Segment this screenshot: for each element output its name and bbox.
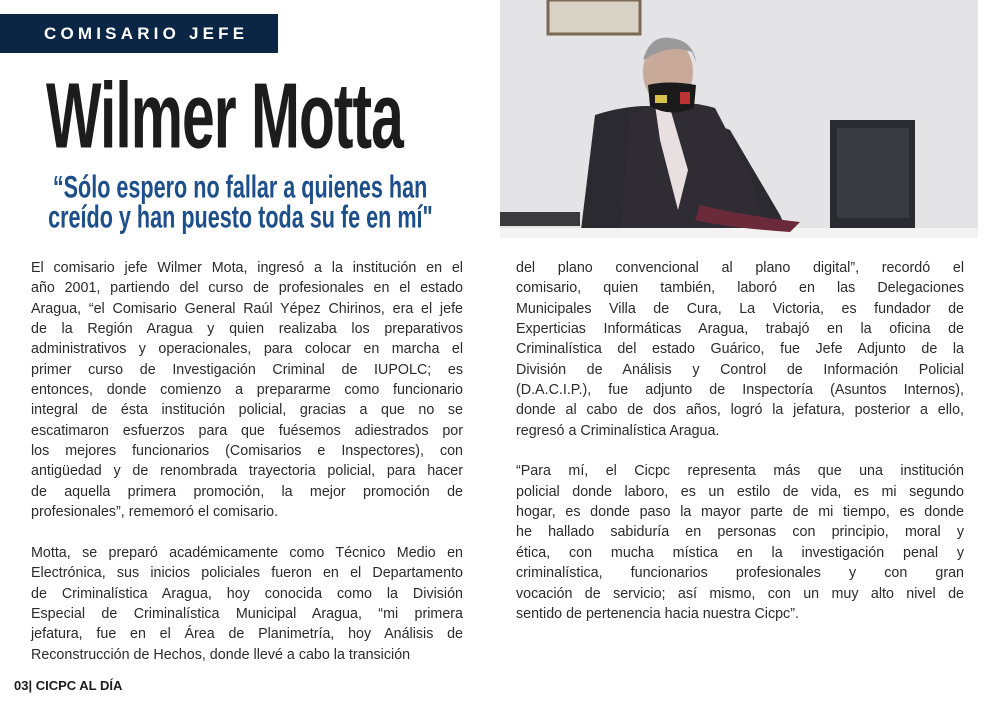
text-line: donde al cabo de dos años, logró la jefatura, posterior a ello, xyxy=(516,402,964,419)
text-line: de Criminalística Aragua, hoy conocida como la División xyxy=(31,585,463,602)
text-line: Especial de Criminalística Municipal Aragua, “mi primera xyxy=(31,605,463,622)
text-line: profesionales”, rememoró el comisario. xyxy=(31,504,279,521)
pull-quote-line: “Sólo espero no fallar a quienes han xyxy=(52,169,428,205)
section-label: COMISARIO JEFE xyxy=(44,24,249,43)
text-line: vocación de servicio; así mismo, con un muy alto nivel de xyxy=(516,585,964,602)
text-line: administrativos y operacionales, para colocar en marcha el xyxy=(31,341,463,358)
text-line: del plano convencional al plano digital”, recordó el xyxy=(516,260,964,276)
paragraph xyxy=(516,258,964,441)
text-line: regresó a Criminalística Aragua. xyxy=(516,422,720,439)
article-title: Wilmer Motta xyxy=(46,63,403,168)
right-column-text xyxy=(516,258,964,645)
text-line: Motta, se preparó académicamente como Técnico Medio en xyxy=(31,544,463,561)
section-banner xyxy=(0,14,278,53)
paragraph xyxy=(516,461,964,624)
pull-quote-line: creído y han puesto toda su fe en mí" xyxy=(48,199,433,235)
text-line: escatimaron esfuerzos para que fuésemos adiestrados por xyxy=(31,422,463,439)
text-line: jefatura, fue en el Área de Planimetría, hoy Análisis de xyxy=(31,626,463,643)
text-line: criminalística, funcionarios profesionales y con gran xyxy=(516,565,964,582)
text-line: los mejores funcionarios (Comisarios e Inspectores), con xyxy=(31,443,463,460)
text-line: integral de ésta institución policial, gracias a que no se xyxy=(31,402,463,419)
text-line: antigüedad y de renombrada trayectoria policial, para hacer xyxy=(31,463,463,480)
text-line: policial donde laboro, es un estilo de vida, es mi segundo xyxy=(516,483,964,500)
text-line: Criminalística del estado Guárico, fue Jefe Adjunto de la xyxy=(516,341,964,358)
text-line: División de Análisis y Control de Información Policial xyxy=(516,361,964,378)
text-line: de aquella primera promoción, la mejor promoción de xyxy=(31,483,463,500)
text-line: entonces, donde comienzo a prepararme como funcionario xyxy=(31,382,463,399)
text-line: primer curso de Investigación Criminal de IUPOLC; es xyxy=(31,361,463,378)
text-line: sentido de pertenencia hacia nuestra Cicpc”. xyxy=(516,605,799,622)
text-line: ética, con mucha mística en la investigación penal y xyxy=(516,544,964,561)
text-line: (D.A.C.I.P.), fue adjunto de Inspectoría (Asuntos Internos), xyxy=(516,382,964,399)
text-line: he hallado sabiduría en personas con principio, moral y xyxy=(516,524,964,541)
text-line: Aragua, “el Comisario General Raúl Yépez Chirinos, era el jefe xyxy=(31,300,463,317)
text-line: Experticias Informáticas Aragua, trabajó en la oficina de xyxy=(516,321,964,338)
text-line: “Para mí, el Cicpc representa más que una institución xyxy=(516,463,964,480)
text-line: Electrónica, sus inicios policiales fueron en el Departamento xyxy=(31,565,463,582)
paragraph xyxy=(31,258,463,522)
portrait-photo xyxy=(500,0,978,238)
left-column-text xyxy=(31,258,463,685)
text-line: Reconstrucción de Hechos, donde llevé a cabo la transición xyxy=(31,646,411,663)
paragraph xyxy=(31,543,463,665)
text-line: Municipales Villa de Cura, La Victoria, es fundador de xyxy=(516,300,964,317)
text-line: comisario, quien también, laboró en las Delegaciones xyxy=(516,280,964,297)
page-footer: 03| CICPC AL DÍA xyxy=(14,678,123,693)
text-line: año 2001, partiendo del curso de profesionales en el estado xyxy=(31,280,463,297)
text-line: hogar, es donde paso la mayor parte de mi tiempo, es donde xyxy=(516,504,964,521)
text-line: de la Región Aragua y quien realizaba los preparativos xyxy=(31,321,463,338)
text-line: El comisario jefe Wilmer Mota, ingresó a la institución en el xyxy=(31,260,463,276)
